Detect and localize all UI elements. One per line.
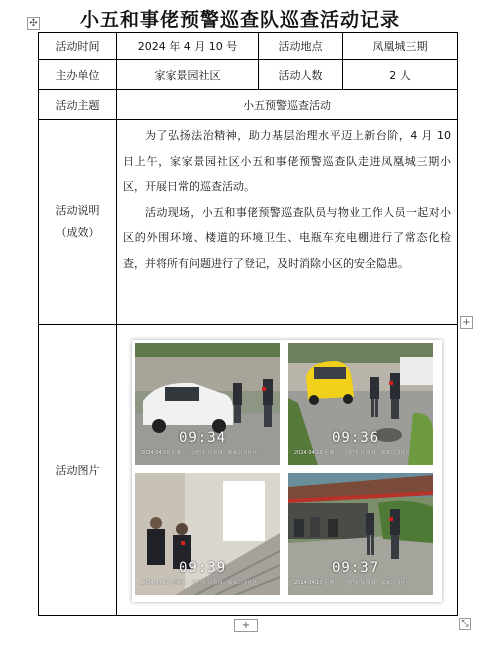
table-move-handle-icon[interactable]: ✣ xyxy=(27,17,40,30)
activity-photo-1[interactable] xyxy=(135,343,280,465)
host-value: 家家景园社区 xyxy=(117,60,259,90)
description-label-line-1: 活动说明 xyxy=(55,204,100,217)
photo-1-watermark: 2024.04.10 星期三 · 合肥市·凤凰城 · 家家景园社区 xyxy=(141,450,258,456)
photo-3-watermark: 2024.04.10 星期三 · 合肥市·凤凰城 · 家家景园社区 xyxy=(141,580,258,586)
host-label: 主办单位 xyxy=(39,60,117,90)
activity-photo-4[interactable] xyxy=(288,473,433,595)
activity-photo-3[interactable] xyxy=(135,473,280,595)
description-paragraph-2: 活动现场，小五和事佬预警巡查队员与物业工作人员一起对小区的外围环境、楼道的环境卫生、电瓶车充电棚进行了常态化检查，并将所有问题进行了登记，及时消除小区的安全隐患。 xyxy=(123,205,451,270)
count-value: 2 人 xyxy=(343,60,458,90)
count-label: 活动人数 xyxy=(259,60,343,90)
time-label: 活动时间 xyxy=(39,33,117,60)
activity-photo-2[interactable] xyxy=(288,343,433,465)
time-value: 2024 年 4 月 10 号 xyxy=(117,33,259,60)
add-row-plus-icon[interactable]: + xyxy=(234,619,258,632)
photo-cell xyxy=(117,325,458,616)
add-column-plus-icon[interactable]: + xyxy=(460,316,473,329)
photo-3-timestamp: 09:39 xyxy=(179,560,227,576)
photo-4-timestamp: 09:37 xyxy=(332,560,380,576)
theme-label: 活动主题 xyxy=(39,90,117,120)
photo-2-timestamp: 09:36 xyxy=(332,430,380,446)
theme-value: 小五预警巡查活动 xyxy=(117,90,458,120)
photo-4-watermark: 2024.04.10 星期三 · 合肥市·凤凰城 · 家家景园社区 xyxy=(294,580,411,586)
document-title: 小五和事佬预警巡查队巡查活动记录 xyxy=(79,9,400,31)
description-label xyxy=(39,120,117,325)
photo-grid xyxy=(132,340,442,602)
table-resize-icon[interactable]: ⤡ xyxy=(459,618,471,630)
description-paragraph-1: 为了弘扬法治精神，助力基层治理水平迈上新台阶，4 月 10 日上午，家家景园社区小五和事佬预警巡查队走进凤凰城三期小区，开展日常的巡查活动。 xyxy=(123,129,451,193)
photo-label: 活动图片 xyxy=(39,325,117,616)
place-value: 凤凰城三期 xyxy=(343,33,458,60)
description-label-line-2: （成效） xyxy=(55,226,100,239)
place-label: 活动地点 xyxy=(259,33,343,60)
photo-1-timestamp: 09:34 xyxy=(179,430,227,446)
record-table xyxy=(38,32,458,616)
photo-2-watermark: 2024.04.10 星期三 · 合肥市·凤凰城 · 家家景园社区 xyxy=(294,450,411,456)
description-text xyxy=(117,120,458,325)
